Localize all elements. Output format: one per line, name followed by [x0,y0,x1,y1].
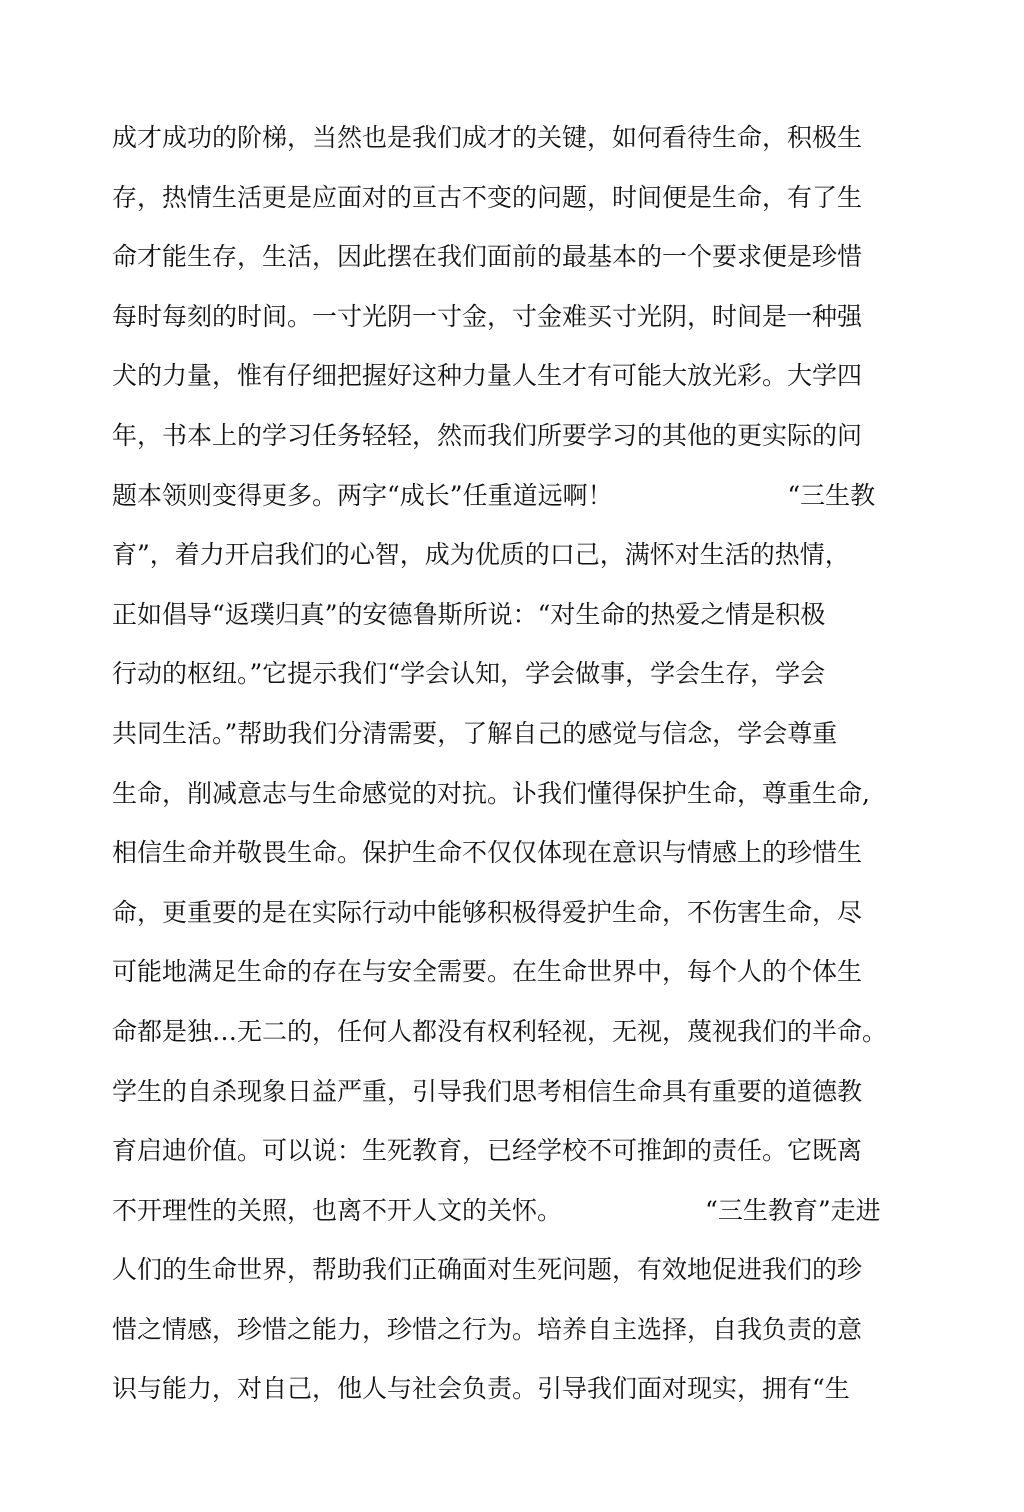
text-line: 行动的枢纽。”它提示我们“学会认知，学会做事，学会生存，学会 [112,659,826,689]
text-line: 育”，着力开启我们的心智，成为优质的口己，满怀对生活的热情， [112,540,850,570]
text-line: 识与能力，对自己，他人与社会负责。引导我们面对现实，拥有“生 [112,1374,850,1404]
text-line: 存，热情生活更是应面对的亘古不变的问题，时间便是生命，有了生 [112,182,863,212]
text-line: 犬的力量，惟有仔细把握好这种力量人生才有可能大放光彩。大学四 [112,361,863,391]
text-line: 命都是独…无二的，任何人都没有权利轻视，无视，蔑视我们的半命。 [112,1016,888,1046]
text-line: 学生的自杀现象日益严重，引导我们思考相信生命具有重要的道德教 [112,1076,863,1106]
text-line: 年，书本上的学习任务轻轻，然而我们所要学习的其他的更实际的问 [112,420,863,450]
text-line: 人们的生命世界，帮助我们正确面对生死问题，有效地促进我们的珍 [112,1255,863,1285]
text-line: 育启迪价值。可以说：生死教育，已经学校不可推卸的责任。它既离 [112,1136,863,1166]
text-line: 正如倡导“返璞归真”的安德鲁斯所说：“对生命的热爱之情是积极 [112,599,826,629]
text-line: 不开理性的关照，也离不开人文的关怀。 “三生教育”走进 [112,1195,881,1225]
text-line: 共同生活。”帮助我们分清需要，了解自己的感觉与信念，学会尊重 [112,718,838,748]
text-line: 成才成功的阶梯，当然也是我们成才的关键，如何看待生命，积极生 [112,123,863,152]
text-line: 相信生命并敬畏生命。保护生命不仅仅体现在意识与情感上的珍惜生 [112,838,863,868]
text-line: 每时每刻的时间。一寸光阴一寸金，寸金难买寸光阴，时间是一种强 [112,301,863,331]
text-line: 生命，削减意志与生命感觉的对抗。讣我们懂得保护生命，尊重生命, [112,778,870,808]
text-line: 可能地满足生命的存在与安全需要。在生命世界中，每个人的个体生 [112,957,863,987]
text-line: 命，更重要的是在实际行动中能够积极得爱护生命，不伤害生命，尽 [112,897,863,927]
text-line: 题本领则变得更多。两字“成长”任重道远啊！ “三生教 [112,480,876,510]
text-line: 惜之情感，珍惜之能力，珍惜之行为。培养自主选择，自我负责的意 [112,1314,863,1344]
text-line: 命才能生存，生活，因此摆在我们面前的最基本的一个要求便是珍惜 [112,242,863,272]
body-text [112,108,912,1419]
